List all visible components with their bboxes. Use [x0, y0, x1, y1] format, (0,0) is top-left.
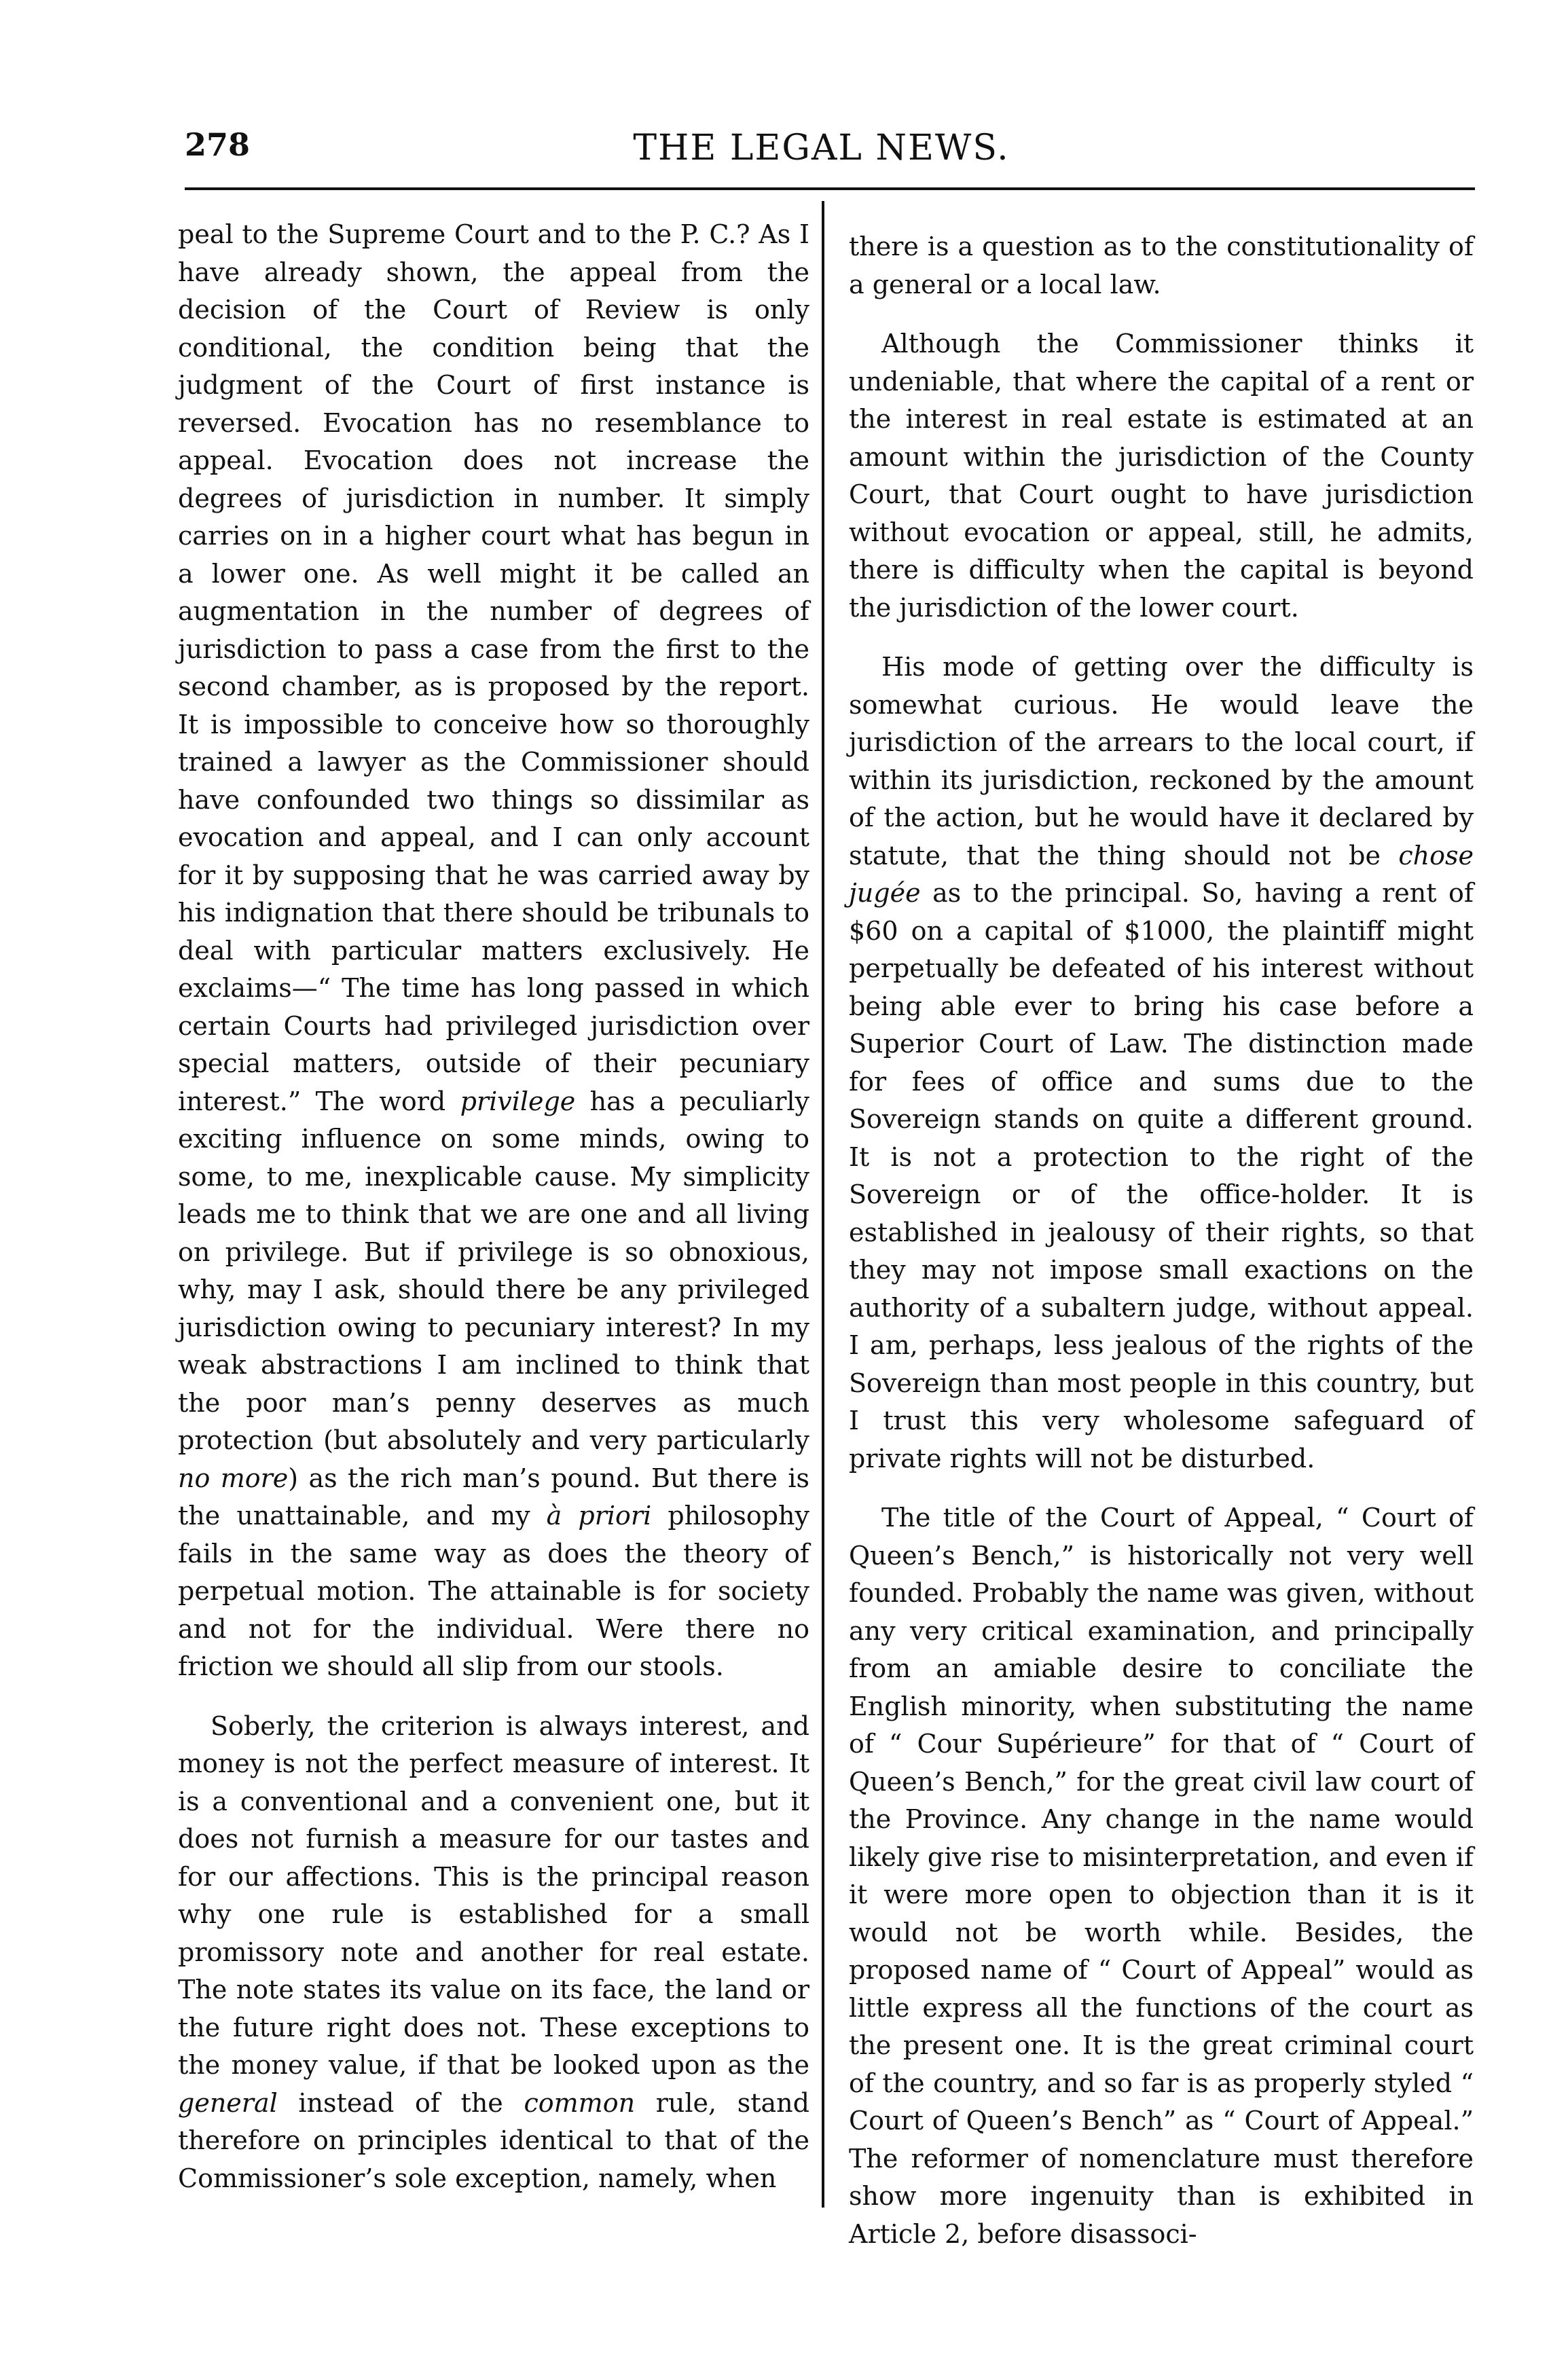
text-run: as to the principal. So, having a rent of $60 on a capital of $1000, the plaintiff might perpetually be defeated of his interest without being able ever to bring his case before a Superior Court of Law. The distinction made for fees of office and sums due to the Sovereign stands on quite a different ground. It is not a protection to the right of the Sovereign or of the office-holder. It is established in jealousy of their rights, so that they may not impose small exactions on the authority of a subaltern judge, without appeal. I am, perhaps, less jealous of the rights of the Sovereign than most people in this country, but I trust this very wholesome safeguard of private rights will not be disturbed.: [849, 878, 1474, 1474]
running-head: THE LEGAL NEWS.: [633, 128, 1010, 168]
right-column: [849, 228, 1474, 2275]
text-run: His mode of getting over the difficulty is somewhat curious. He would leave the jurisdiction of the arrears to the local court, if within its jurisdiction, reckoned by the amount of the action, but he would have it declared by statute, that the thing should not be: [849, 652, 1474, 871]
italic-run: chose jugée: [849, 840, 1474, 908]
text-run: ) as the rich man’s pound. But there is the unattainable, and my: [178, 1463, 809, 1531]
text-run: instead of the: [298, 2087, 503, 2118]
italic-run: no more: [178, 1463, 289, 1493]
text-run: has a peculiarly exciting influence on some minds, owing to some, to me, inexplicable cause. My simplicity leads me to think that we are one and all living on privilege. But if privilege is so obnoxious, why, may I ask, should there be any privileged jurisdiction owing to pecuniary interest? In my weak abstractions I am inclined to think that the poor man’s penny deserves as much protection (but absolutely and very particularly: [178, 1086, 809, 1455]
right-paragraph-2: Although the Commissioner thinks it undeniable, that where the capital of a rent or the interest in real estate is estimated at an amount within the jurisdiction of the County Court, that Court ought to have jurisdiction without evocation or appeal, still, he admits, there is difficulty when the capital is beyond the jurisdiction of the lower court.: [849, 329, 1474, 623]
text-run: rule, stand therefore on principles identical to that of the Commissioner’s sole exception, namely, when: [178, 2087, 809, 2193]
right-paragraph-4: The title of the Court of Appeal, “ Court of Queen’s Bench,” is historically not very well founded. Probably the name was given, without any very critical examination, and principally from an amiable desire to conciliate the English minority, when substituting the name of “ Cour Supérieure” for that of “ Court of Queen’s Bench,” for the great civil law court of the Province. Any change in the name would likely give rise to misinterpretation, and even if it were more open to objection than it is it would not be worth while. Besides, the proposed name of “ Court of Appeal” would as little express all the functions of the court as the present one. It is the great criminal court of the country, and so far is as properly styled “ Court of Queen’s Bench” as “ Court of Appeal.” The reformer of nomenclature must therefore show more ingenuity than is exhibited in Article 2, before disassoci-: [849, 1503, 1474, 2249]
text-run: philosophy fails in the same way as does the theory of perpetual motion. The attainable is for society and not for the individual. Were there no friction we should all slip from our stools.: [178, 1501, 809, 1681]
italic-run: privilege: [460, 1086, 576, 1116]
italic-run: common: [524, 2087, 636, 2118]
left-column: [178, 216, 809, 2219]
header-rule: [185, 187, 1475, 190]
right-paragraph-3: [849, 648, 1474, 1478]
italic-run: à priori: [546, 1501, 652, 1531]
page-number: 278: [185, 126, 251, 163]
text-run: Soberly, the criterion is always interest, and money is not the perfect measure of interest. It is a conventional and a convenient one, but it does not furnish a measure for our tastes and for our affections. This is the principal reason why one rule is established for a small promissory note and another for real estate. The note states its value on its face, the land or the future right does not. These exceptions to the money value, if that be looked upon as the: [178, 1710, 809, 2080]
text-run: peal to the Supreme Court and to the P. C.? As I have already shown, the appeal from the decision of the Court of Review is only conditional, the condition being that the judgment of the Court of first instance is reversed. Evocation has no resemblance to appeal. Evocation does not increase the degrees of jurisdiction in number. It simply carries on in a higher court what has begun in a lower one. As well might it be called an augmentation in the number of degrees of jurisdiction to pass a case from the first to the second chamber, as is proposed by the report. It is impossible to conceive how so thoroughly trained a lawyer as the Commissioner should have confounded two things so dissimilar as evocation and appeal, and I can only account for it by supposing that he was carried away by his indignation that there should be tribunals to deal with particular matters exclusively. He exclaims—“ The time has long passed in which certain Courts had privileged jurisdiction over special matters, outside of their pecuniary interest.” The word: [178, 219, 809, 1116]
left-paragraph-1: [178, 216, 809, 1686]
column-divider: [822, 201, 824, 2208]
right-paragraph-1: there is a question as to the constitutionality of a general or a local law.: [849, 232, 1474, 299]
left-paragraph-2: [178, 1708, 809, 2198]
italic-run: general: [178, 2087, 278, 2118]
